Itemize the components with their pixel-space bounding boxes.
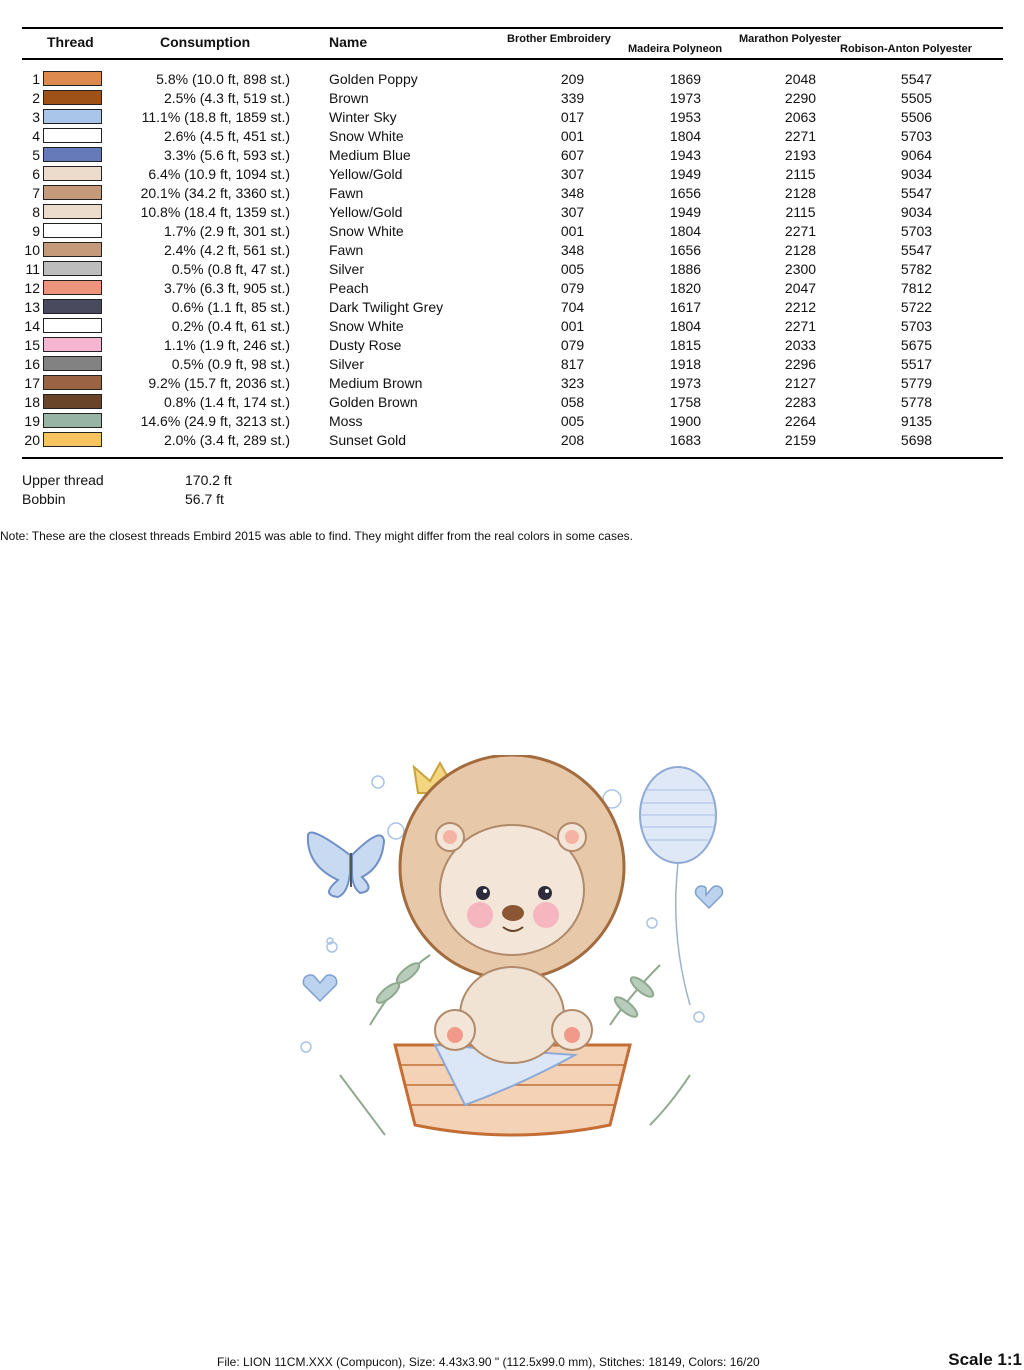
thread-name: Medium Brown [329, 375, 423, 391]
thread-color-swatch [43, 280, 102, 295]
table-row [0, 89, 1024, 108]
thread-robison-code: 5779 [900, 375, 933, 391]
thread-color-swatch [43, 90, 102, 105]
thread-marathon-code: 2033 [784, 337, 817, 353]
bobbin-label: Bobbin [22, 491, 66, 507]
thread-brother-code: 001 [560, 128, 585, 144]
thread-robison-code: 5547 [900, 242, 933, 258]
header-bottom-rule [22, 58, 1003, 60]
table-row [0, 412, 1024, 431]
thread-color-swatch [43, 356, 102, 371]
thread-marathon-code: 2290 [784, 90, 817, 106]
thread-brother-code: 005 [560, 413, 585, 429]
thread-consumption: 3.7% (6.3 ft, 905 st.) [163, 280, 290, 296]
thread-consumption: 6.4% (10.9 ft, 1094 st.) [148, 166, 290, 182]
thread-robison-code: 5703 [900, 223, 933, 239]
thread-marathon-code: 2128 [784, 185, 817, 201]
table-row [0, 222, 1024, 241]
thread-robison-code: 9034 [900, 204, 933, 220]
thread-number: 4 [32, 128, 40, 144]
thread-madeira-code: 1804 [669, 318, 702, 334]
thread-name: Winter Sky [329, 109, 397, 125]
thread-robison-code: 5703 [900, 318, 933, 334]
thread-name: Dark Twilight Grey [329, 299, 444, 315]
thread-number: 3 [32, 109, 40, 125]
table-row [0, 279, 1024, 298]
thread-marathon-code: 2300 [784, 261, 817, 277]
thread-brother-code: 208 [560, 432, 585, 448]
table-row [0, 298, 1024, 317]
thread-consumption: 0.8% (1.4 ft, 174 st.) [163, 394, 290, 410]
thread-name: Fawn [329, 185, 364, 201]
thread-brother-code: 348 [560, 185, 585, 201]
thread-marathon-code: 2047 [784, 280, 817, 296]
thread-brother-code: 005 [560, 261, 585, 277]
thread-madeira-code: 1656 [669, 242, 702, 258]
thread-madeira-code: 1900 [669, 413, 702, 429]
thread-robison-code: 5778 [900, 394, 933, 410]
thread-madeira-code: 1758 [669, 394, 702, 410]
header-brother: Brother Embroidery [507, 33, 611, 45]
thread-marathon-code: 2212 [784, 299, 817, 315]
table-row [0, 431, 1024, 450]
thread-color-swatch [43, 413, 102, 428]
thread-color-swatch [43, 432, 102, 447]
thread-number: 2 [32, 90, 40, 106]
thread-consumption: 1.1% (1.9 ft, 246 st.) [163, 337, 290, 353]
table-row [0, 184, 1024, 203]
heart-icon [303, 975, 336, 1001]
thread-robison-code: 9064 [900, 147, 933, 163]
thread-number: 5 [32, 147, 40, 163]
header-thread: Thread [47, 34, 94, 50]
table-row [0, 317, 1024, 336]
table-row [0, 127, 1024, 146]
thread-name: Sunset Gold [329, 432, 407, 448]
thread-brother-code: 307 [560, 204, 585, 220]
thread-consumption: 9.2% (15.7 ft, 2036 st.) [148, 375, 290, 391]
thread-name: Yellow/Gold [329, 204, 403, 220]
thread-madeira-code: 1886 [669, 261, 702, 277]
thread-robison-code: 5675 [900, 337, 933, 353]
thread-number: 15 [24, 337, 40, 353]
thread-note: Note: These are the closest threads Embird 2015 was able to find. They might differ from the real colors in some cases. [0, 529, 633, 543]
thread-number: 18 [24, 394, 40, 410]
thread-number: 11 [25, 261, 40, 277]
thread-marathon-code: 2193 [784, 147, 817, 163]
header-consumption: Consumption [160, 34, 251, 50]
thread-brother-code: 307 [560, 166, 585, 182]
thread-robison-code: 5505 [900, 90, 933, 106]
thread-robison-code: 9034 [900, 166, 933, 182]
thread-consumption: 5.8% (10.0 ft, 898 st.) [156, 71, 290, 87]
thread-robison-code: 5506 [900, 109, 933, 125]
thread-marathon-code: 2063 [784, 109, 817, 125]
thread-color-swatch [43, 337, 102, 352]
thread-number: 17 [24, 375, 40, 391]
table-row [0, 336, 1024, 355]
thread-name: Golden Poppy [329, 71, 418, 87]
thread-marathon-code: 2296 [784, 356, 817, 372]
thread-brother-code: 339 [560, 90, 585, 106]
thread-number: 10 [24, 242, 40, 258]
butterfly-icon [308, 833, 384, 898]
thread-brother-code: 017 [560, 109, 585, 125]
thread-name: Medium Blue [329, 147, 411, 163]
thread-color-swatch [43, 261, 102, 276]
header-madeira: Madeira Polyneon [628, 43, 723, 55]
thread-color-swatch [43, 242, 102, 257]
thread-madeira-code: 1949 [669, 166, 702, 182]
thread-marathon-code: 2271 [784, 318, 817, 334]
thread-number: 12 [24, 280, 40, 296]
thread-marathon-code: 2159 [784, 432, 817, 448]
thread-color-swatch [43, 185, 102, 200]
thread-color-swatch [43, 71, 102, 86]
thread-consumption: 2.4% (4.2 ft, 561 st.) [163, 242, 290, 258]
thread-brother-code: 348 [560, 242, 585, 258]
thread-table [0, 70, 1024, 450]
thread-number: 16 [24, 356, 40, 372]
thread-number: 7 [32, 185, 40, 201]
thread-name: Brown [329, 90, 369, 106]
thread-color-swatch [43, 128, 102, 143]
thread-brother-code: 079 [560, 280, 585, 296]
thread-color-swatch [43, 394, 102, 409]
table-row [0, 355, 1024, 374]
thread-robison-code: 5703 [900, 128, 933, 144]
thread-madeira-code: 1953 [669, 109, 702, 125]
thread-madeira-code: 1656 [669, 185, 702, 201]
table-row [0, 374, 1024, 393]
thread-consumption: 20.1% (34.2 ft, 3360 st.) [140, 185, 290, 201]
balloon-icon [640, 767, 723, 1005]
thread-color-swatch [43, 204, 102, 219]
lion-body [460, 967, 564, 1063]
thread-consumption: 1.7% (2.9 ft, 301 st.) [163, 223, 290, 239]
thread-consumption: 0.2% (0.4 ft, 61 st.) [171, 318, 290, 334]
thread-madeira-code: 1683 [669, 432, 702, 448]
thread-brother-code: 079 [560, 337, 585, 353]
thread-brother-code: 001 [560, 318, 585, 334]
thread-color-swatch [43, 223, 102, 238]
thread-name: Moss [329, 413, 363, 429]
thread-marathon-code: 2128 [784, 242, 817, 258]
thread-marathon-code: 2271 [784, 223, 817, 239]
thread-robison-code: 5722 [900, 299, 933, 315]
table-row [0, 108, 1024, 127]
thread-brother-code: 209 [560, 71, 585, 87]
thread-madeira-code: 1869 [669, 71, 702, 87]
thread-name: Silver [329, 356, 365, 372]
thread-madeira-code: 1617 [669, 299, 702, 315]
thread-name: Dusty Rose [329, 337, 402, 353]
thread-name: Snow White [329, 318, 404, 334]
thread-marathon-code: 2115 [785, 166, 816, 182]
bobbin-value: 56.7 ft [185, 491, 224, 507]
thread-madeira-code: 1815 [669, 337, 702, 353]
thread-robison-code: 5698 [900, 432, 933, 448]
thread-number: 14 [24, 318, 40, 334]
thread-madeira-code: 1943 [669, 147, 702, 163]
thread-brother-code: 001 [560, 223, 585, 239]
thread-robison-code: 5782 [900, 261, 933, 277]
header-marathon: Marathon Polyester [739, 33, 842, 45]
table-row [0, 241, 1024, 260]
thread-name: Peach [329, 280, 369, 296]
thread-name: Yellow/Gold [329, 166, 403, 182]
thread-color-swatch [43, 166, 102, 181]
thread-number: 19 [24, 413, 40, 429]
thread-brother-code: 607 [560, 147, 585, 163]
thread-madeira-code: 1804 [669, 223, 702, 239]
upper-thread-value: 170.2 ft [185, 472, 232, 488]
thread-robison-code: 7812 [900, 280, 933, 296]
thread-color-swatch [43, 318, 102, 333]
thread-color-swatch [43, 299, 102, 314]
header-robison: Robison-Anton Polyester [840, 43, 973, 55]
thread-number: 9 [32, 223, 40, 239]
thread-consumption: 10.8% (18.4 ft, 1359 st.) [140, 204, 290, 220]
table-top-rule [22, 27, 1003, 29]
thread-number: 1 [32, 71, 40, 87]
thread-marathon-code: 2048 [784, 71, 817, 87]
thread-name: Snow White [329, 223, 404, 239]
thread-consumption: 11.1% (18.8 ft, 1859 st.) [141, 109, 290, 125]
header-name: Name [329, 34, 368, 50]
table-row [0, 146, 1024, 165]
table-row [0, 203, 1024, 222]
thread-robison-code: 5547 [900, 71, 933, 87]
thread-robison-code: 5547 [900, 185, 933, 201]
table-bottom-rule [22, 457, 1003, 459]
thread-madeira-code: 1820 [669, 280, 702, 296]
thread-robison-code: 9135 [900, 413, 933, 429]
thread-number: 13 [24, 299, 40, 315]
file-info-footer: File: LION 11CM.XXX (Compucon), Size: 4.43x3.90 " (112.5x99.0 mm), Stitches: 18149, Colors: 16/20 [217, 1355, 760, 1369]
thread-brother-code: 817 [560, 356, 585, 372]
table-row [0, 260, 1024, 279]
thread-consumption: 0.6% (1.1 ft, 85 st.) [171, 299, 290, 315]
thread-name: Snow White [329, 128, 404, 144]
thread-color-swatch [43, 147, 102, 162]
table-row [0, 393, 1024, 412]
table-row [0, 165, 1024, 184]
thread-consumption: 2.5% (4.3 ft, 519 st.) [163, 90, 290, 106]
thread-brother-code: 323 [560, 375, 585, 391]
upper-thread-label: Upper thread [22, 472, 104, 488]
thread-number: 8 [32, 204, 40, 220]
thread-number: 6 [32, 166, 40, 182]
thread-name: Silver [329, 261, 365, 277]
thread-consumption: 2.6% (4.5 ft, 451 st.) [163, 128, 290, 144]
thread-consumption: 3.3% (5.6 ft, 593 st.) [163, 147, 290, 163]
thread-consumption: 2.0% (3.4 ft, 289 st.) [163, 432, 290, 448]
thread-consumption: 14.6% (24.9 ft, 3213 st.) [140, 413, 290, 429]
lion-embroidery-design [290, 755, 740, 1145]
scale-label: Scale 1:1 [948, 1350, 1022, 1369]
thread-marathon-code: 2271 [784, 128, 817, 144]
thread-madeira-code: 1973 [669, 90, 702, 106]
thread-color-swatch [43, 109, 102, 124]
thread-consumption: 0.5% (0.8 ft, 47 st.) [171, 261, 290, 277]
thread-marathon-code: 2115 [785, 204, 816, 220]
thread-marathon-code: 2264 [784, 413, 817, 429]
thread-robison-code: 5517 [900, 356, 933, 372]
thread-number: 20 [24, 432, 40, 448]
thread-name: Fawn [329, 242, 364, 258]
thread-marathon-code: 2127 [784, 375, 817, 391]
thread-madeira-code: 1949 [669, 204, 702, 220]
table-row [0, 70, 1024, 89]
thread-madeira-code: 1918 [669, 356, 702, 372]
thread-brother-code: 704 [560, 299, 585, 315]
thread-brother-code: 058 [560, 394, 585, 410]
thread-consumption: 0.5% (0.9 ft, 98 st.) [171, 356, 290, 372]
thread-marathon-code: 2283 [784, 394, 817, 410]
thread-color-swatch [43, 375, 102, 390]
thread-madeira-code: 1973 [669, 375, 702, 391]
thread-name: Golden Brown [329, 394, 418, 410]
thread-madeira-code: 1804 [669, 128, 702, 144]
